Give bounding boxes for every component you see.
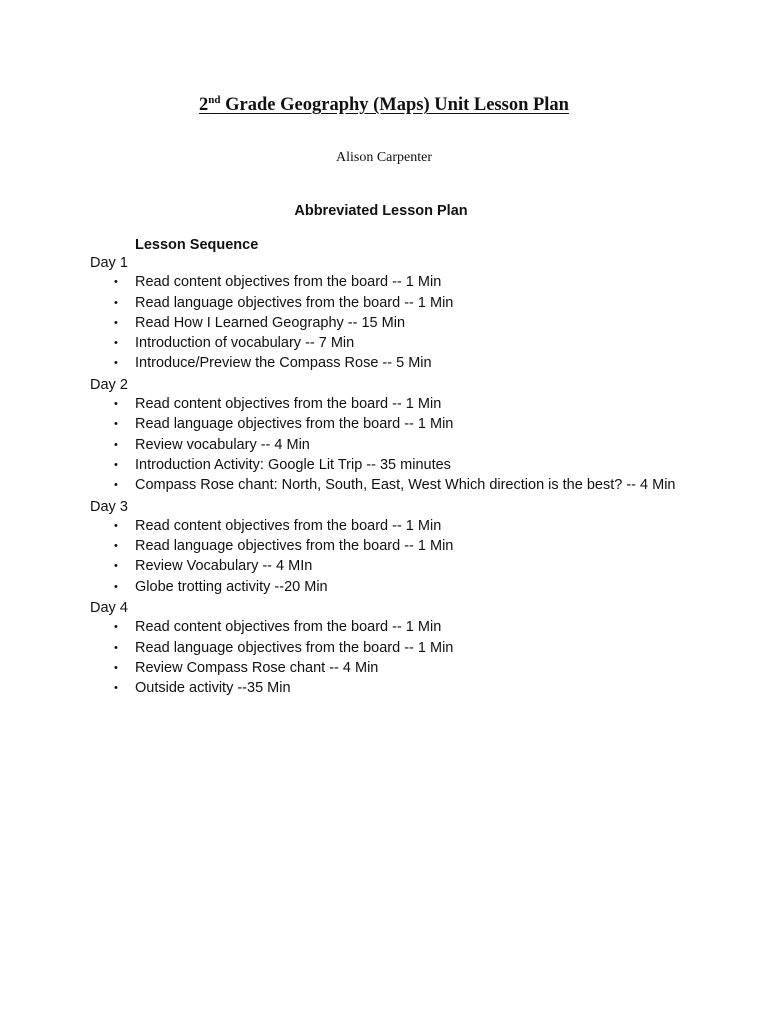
- list-item: [90, 578, 690, 596]
- day-activity-list: [90, 395, 690, 494]
- author-name: Alison Carpenter: [335, 150, 433, 165]
- bullet-icon: •: [114, 296, 118, 309]
- day-label: Day 3: [90, 498, 128, 515]
- day-label: Day 1: [90, 255, 128, 271]
- list-item-text: Read content objectives from the board -- 1 Min: [135, 396, 442, 413]
- list-item: [90, 618, 690, 636]
- list-item-text: Globe trotting activity --20 Min: [135, 578, 328, 595]
- bullet-icon: •: [114, 316, 118, 329]
- bullet-icon: •: [114, 641, 118, 654]
- list-item-text: Read How I Learned Geography -- 15 Min: [135, 314, 406, 331]
- list-item: [90, 476, 690, 494]
- list-item-text: Introduction of vocabulary -- 7 Min: [135, 335, 355, 352]
- title-text: Grade Geography (Maps) Unit Lesson Plan: [220, 95, 569, 115]
- bullet-icon: •: [114, 418, 118, 431]
- title-ordinal-superscript: nd: [208, 94, 221, 106]
- list-item-text: Read language objectives from the board -- 1 Min: [135, 294, 454, 311]
- day-section: [90, 375, 690, 495]
- day-section: [90, 497, 690, 596]
- day-label: Day 2: [90, 376, 128, 393]
- list-item: [90, 639, 690, 657]
- bullet-icon: •: [114, 661, 118, 674]
- day-section: [90, 253, 690, 373]
- list-item: [90, 679, 690, 697]
- list-item: [90, 334, 690, 352]
- list-item-text: Read language objectives from the board -- 1 Min: [135, 639, 454, 656]
- lesson-days: [90, 253, 690, 700]
- list-item: [90, 436, 690, 454]
- bullet-icon: •: [114, 357, 118, 370]
- list-item-text: Read content objectives from the board -- 1 Min: [135, 619, 442, 636]
- list-item-text: Review vocabulary -- 4 Min: [135, 436, 310, 453]
- bullet-icon: •: [114, 398, 118, 411]
- lesson-sequence-heading: Lesson Sequence: [135, 237, 259, 253]
- bullet-icon: •: [114, 540, 118, 553]
- day-label: Day 4: [90, 600, 128, 617]
- list-item-text: Introduce/Preview the Compass Rose -- 5 Min: [135, 355, 432, 372]
- bullet-icon: •: [114, 560, 118, 573]
- list-item-text: Read content objectives from the board -- 1 Min: [135, 517, 442, 534]
- list-item: [90, 273, 690, 291]
- day-activity-list: [90, 273, 690, 372]
- list-item-text: Compass Rose chant: North, South, East, West Which direction is the best? -- 4 Min: [135, 477, 676, 494]
- list-item-text: Read language objectives from the board -- 1 Min: [135, 538, 454, 555]
- list-item-text: Introduction Activity: Google Lit Trip -- 35 minutes: [135, 456, 451, 473]
- list-item-text: Review Compass Rose chant -- 4 Min: [135, 659, 379, 676]
- day-activity-list: [90, 517, 690, 596]
- bullet-icon: •: [114, 479, 118, 492]
- list-item-text: Review Vocabulary -- 4 MIn: [135, 558, 313, 575]
- bullet-icon: •: [114, 458, 118, 471]
- list-item: [90, 557, 690, 575]
- day-section: [90, 598, 690, 697]
- list-item-text: Outside activity --35 Min: [135, 680, 291, 697]
- list-item: [90, 395, 690, 413]
- bullet-icon: •: [114, 621, 118, 634]
- day-activity-list: [90, 618, 690, 697]
- list-item-text: Read content objectives from the board -- 1 Min: [135, 274, 442, 291]
- bullet-icon: •: [114, 580, 118, 593]
- list-item: [90, 415, 690, 433]
- bullet-icon: •: [114, 276, 118, 289]
- document-title: [0, 93, 768, 117]
- bullet-icon: •: [114, 682, 118, 695]
- bullet-icon: •: [114, 438, 118, 451]
- title-grade-number: 2: [199, 95, 209, 115]
- list-item: [90, 294, 690, 312]
- section-heading: Abbreviated Lesson Plan: [294, 203, 468, 219]
- bullet-icon: •: [114, 519, 118, 532]
- list-item: [90, 456, 690, 474]
- list-item: [90, 537, 690, 555]
- list-item-text: Read language objectives from the board -- 1 Min: [135, 416, 454, 433]
- list-item: [90, 354, 690, 372]
- list-item: [90, 659, 690, 677]
- list-item: [90, 314, 690, 332]
- bullet-icon: •: [114, 337, 118, 350]
- list-item: [90, 517, 690, 535]
